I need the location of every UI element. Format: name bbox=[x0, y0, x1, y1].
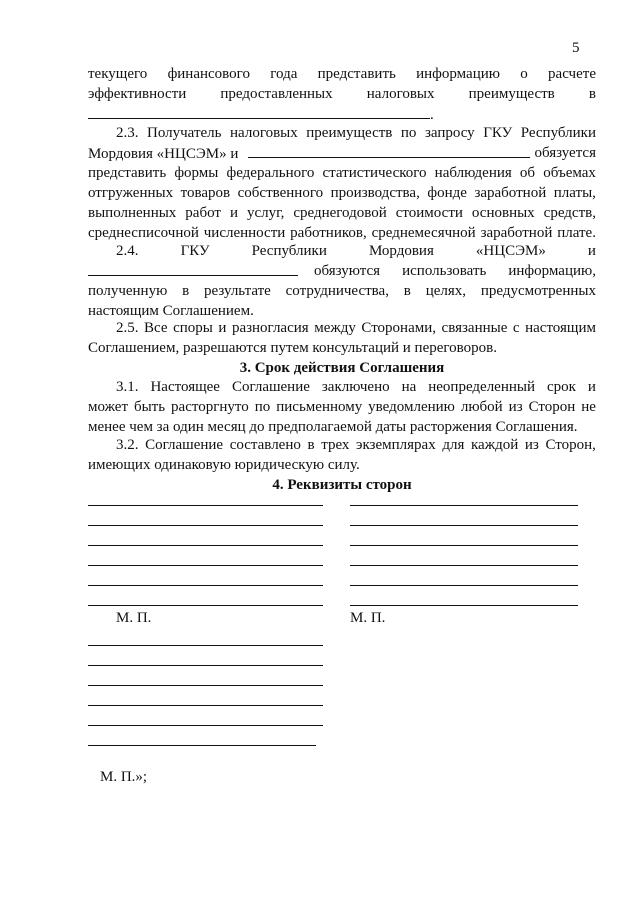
word: по bbox=[400, 125, 417, 141]
section-title: 4. Реквизиты сторон bbox=[272, 477, 412, 493]
word: любой bbox=[460, 399, 503, 415]
stamp-label: М. П. bbox=[350, 610, 386, 626]
text-line: . bbox=[88, 104, 596, 125]
word: уведомлению bbox=[368, 399, 455, 415]
signature-line bbox=[88, 525, 323, 526]
word: товаров bbox=[180, 185, 231, 201]
word: экземплярах bbox=[356, 437, 436, 453]
word: стоимости bbox=[395, 205, 463, 221]
word: работников, bbox=[290, 225, 367, 241]
word: формы bbox=[174, 165, 219, 181]
blank-field bbox=[248, 143, 530, 158]
word: и bbox=[587, 379, 596, 395]
word: ГКУ bbox=[180, 243, 210, 259]
word: и bbox=[218, 320, 227, 336]
word: с bbox=[512, 320, 520, 336]
word: 2.5. bbox=[116, 320, 139, 336]
word: обязуются bbox=[314, 263, 381, 279]
blank-field bbox=[88, 104, 430, 119]
word: предоставленных bbox=[220, 86, 333, 102]
text-line bbox=[88, 223, 596, 243]
word: федерального bbox=[226, 165, 315, 181]
word: между bbox=[314, 320, 356, 336]
signature-line bbox=[350, 505, 578, 506]
section-title: 3. Срок действия Соглашения bbox=[239, 360, 445, 376]
word: Республики bbox=[520, 125, 596, 141]
word: среднемесячной bbox=[371, 225, 476, 241]
signature-line bbox=[88, 645, 323, 646]
word: года bbox=[270, 66, 298, 82]
word: в bbox=[307, 437, 315, 453]
signature-line bbox=[350, 565, 578, 566]
word: быть bbox=[133, 399, 166, 415]
text-line bbox=[88, 64, 596, 84]
signature-line bbox=[350, 605, 578, 606]
word: из bbox=[524, 437, 539, 453]
word: статистического bbox=[322, 165, 427, 181]
text-line bbox=[88, 281, 596, 301]
word: каждой bbox=[471, 437, 519, 453]
word: заработной bbox=[474, 185, 547, 201]
word: Сторонами, bbox=[361, 320, 437, 336]
text-line bbox=[116, 241, 596, 261]
word: работ bbox=[185, 205, 221, 221]
word: об bbox=[519, 165, 536, 181]
text-line bbox=[88, 163, 596, 183]
signature-line bbox=[88, 705, 323, 706]
word: представить bbox=[317, 66, 396, 82]
word: налоговых bbox=[366, 86, 435, 102]
word: предусмотренных bbox=[480, 283, 596, 299]
word: объемах bbox=[543, 165, 596, 181]
word: фонде bbox=[427, 185, 467, 201]
word: полученную bbox=[88, 283, 168, 299]
word: финансового bbox=[167, 66, 250, 82]
word: может bbox=[88, 399, 128, 415]
word: Сторон bbox=[528, 399, 576, 415]
word: не bbox=[581, 399, 596, 415]
signature-line bbox=[88, 605, 323, 606]
word: неопределенный bbox=[428, 379, 535, 395]
stamp-label: М. П. bbox=[116, 610, 152, 626]
word: основных bbox=[471, 205, 535, 221]
word: информацию bbox=[416, 66, 500, 82]
blank-field bbox=[88, 261, 298, 276]
word: настоящим bbox=[525, 320, 596, 336]
word: Получатель bbox=[147, 125, 222, 141]
text-line bbox=[116, 377, 596, 397]
word: запросу bbox=[424, 125, 475, 141]
page-number: 5 bbox=[572, 40, 580, 56]
word: 2.4. bbox=[116, 243, 139, 259]
word: наблюдения bbox=[434, 165, 512, 181]
text-line bbox=[88, 183, 596, 203]
signature-line bbox=[88, 505, 323, 506]
word: информацию, bbox=[508, 263, 596, 279]
signature-line bbox=[88, 685, 323, 686]
word: ГКУ bbox=[483, 125, 513, 141]
word: услуг, bbox=[246, 205, 285, 221]
word: собственного bbox=[237, 185, 324, 201]
word: расчете bbox=[548, 66, 596, 82]
text-line: Мордовия «НЦСЭМ» и обязуется bbox=[88, 145, 596, 162]
word: для bbox=[442, 437, 465, 453]
word: преимуществ bbox=[468, 86, 555, 102]
word: 3.2. bbox=[116, 437, 139, 453]
text-line bbox=[116, 318, 596, 338]
text-line bbox=[88, 397, 596, 417]
signature-line bbox=[88, 545, 323, 546]
word: представить bbox=[88, 165, 167, 181]
word: 2.3. bbox=[116, 125, 139, 141]
text-line bbox=[88, 261, 596, 282]
text-line bbox=[88, 84, 596, 104]
word: в bbox=[182, 283, 190, 299]
word: текущего bbox=[88, 66, 148, 82]
word: заработной bbox=[480, 225, 553, 241]
word: срок bbox=[546, 379, 576, 395]
signature-line bbox=[350, 585, 578, 586]
word: результате bbox=[204, 283, 271, 299]
word: в bbox=[403, 283, 411, 299]
text-line: настоящим Соглашением. bbox=[88, 303, 254, 319]
word: среднесписочной bbox=[88, 225, 199, 241]
word: Республики bbox=[251, 243, 327, 259]
text-line bbox=[116, 435, 596, 455]
word: выполненных bbox=[88, 205, 177, 221]
word: разногласия bbox=[231, 320, 309, 336]
text-line: имеющих одинаковую юридическую силу. bbox=[88, 457, 360, 473]
word: связанные bbox=[441, 320, 508, 336]
word: трех bbox=[321, 437, 350, 453]
word: Настоящее bbox=[150, 379, 220, 395]
word: Мордовия bbox=[368, 243, 434, 259]
word: споры bbox=[173, 320, 213, 336]
word: платы, bbox=[553, 185, 596, 201]
word: Сторон, bbox=[545, 437, 596, 453]
text-line bbox=[88, 203, 596, 223]
stamp-label: М. П.»; bbox=[100, 769, 148, 785]
word: преимуществ bbox=[306, 125, 393, 141]
signature-line bbox=[88, 725, 323, 726]
text-line bbox=[116, 123, 596, 143]
word: на bbox=[401, 379, 417, 395]
word: отгруженных bbox=[88, 185, 174, 201]
word: и bbox=[229, 205, 238, 221]
signature-line bbox=[350, 525, 578, 526]
word: сотрудничества, bbox=[285, 283, 389, 299]
word: плате. bbox=[557, 225, 596, 241]
word: расторгнуто bbox=[171, 399, 249, 415]
word: по bbox=[254, 399, 271, 415]
word: Все bbox=[144, 320, 168, 336]
word: численности bbox=[203, 225, 286, 241]
signature-line bbox=[88, 745, 316, 746]
word: составлено bbox=[229, 437, 301, 453]
word: о bbox=[520, 66, 528, 82]
signature-line bbox=[88, 565, 323, 566]
word: использовать bbox=[402, 263, 487, 279]
word: из bbox=[508, 399, 523, 415]
signature-line bbox=[350, 545, 578, 546]
word: среднегодовой bbox=[293, 205, 387, 221]
word: Соглашение bbox=[145, 437, 224, 453]
word: заключено bbox=[321, 379, 390, 395]
word: средств, bbox=[543, 205, 596, 221]
word: и bbox=[587, 243, 596, 259]
text-line: Соглашением, разрешаются путем консультаций и переговоров. bbox=[88, 340, 497, 356]
signature-line bbox=[88, 585, 323, 586]
word: «НЦСЭМ» bbox=[475, 243, 546, 259]
word: 3.1. bbox=[116, 379, 139, 395]
word: производства, bbox=[330, 185, 420, 201]
word: Соглашение bbox=[231, 379, 310, 395]
word: эффективности bbox=[88, 86, 187, 102]
word: налоговых bbox=[230, 125, 298, 141]
signature-line bbox=[88, 665, 323, 666]
word: в bbox=[588, 86, 596, 102]
text-line: менее чем за один месяц до предполагаемой даты расторжения Соглашения. bbox=[88, 419, 578, 435]
word: письменному bbox=[276, 399, 363, 415]
word: целях, bbox=[425, 283, 467, 299]
